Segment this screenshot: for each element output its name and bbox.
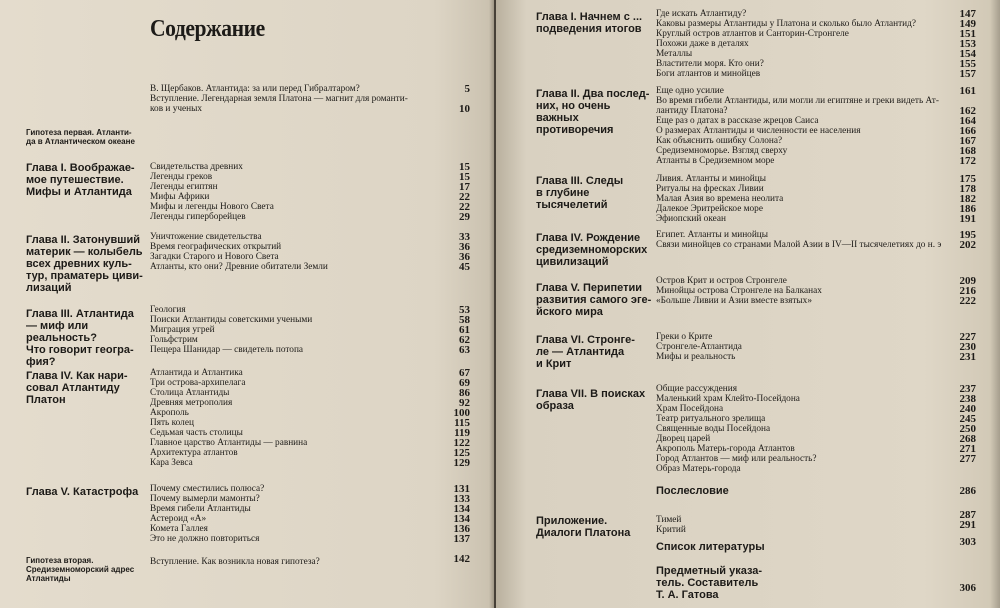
toc-entry: Священные воды Посейдона xyxy=(656,424,771,434)
page-number: 240 xyxy=(959,403,976,415)
left-page xyxy=(0,0,494,608)
page-number: 151 xyxy=(959,28,976,40)
page-number: 182 xyxy=(959,193,976,205)
page-number: 61 xyxy=(459,324,470,336)
toc-entry: Египет. Атланты и минойцы xyxy=(656,230,769,240)
toc-entry: О размерах Атлантиды и численности ее населения xyxy=(656,126,861,136)
page-number: 67 xyxy=(459,367,470,379)
page-title: Содержание xyxy=(150,16,265,42)
toc-entry: Почему сместились полюса? xyxy=(150,484,265,494)
chapter-entries xyxy=(150,232,328,272)
intro-entries xyxy=(150,84,450,114)
page-number: 167 xyxy=(959,135,976,147)
page-number: 15 xyxy=(459,161,470,173)
chapter-title: Глава II. Два послед- них, но очень важных противоречия xyxy=(536,88,650,136)
page-number: 92 xyxy=(459,397,470,409)
toc-entry: Архитектура атлантов xyxy=(150,448,238,458)
page-number: 238 xyxy=(959,393,976,405)
page-number: 131 xyxy=(453,483,470,495)
chapter-entries xyxy=(150,368,307,468)
hypothesis-heading: Гипотеза первая. Атланти- да в Атлантическом океане xyxy=(26,128,135,146)
page-number: 115 xyxy=(454,417,470,429)
toc-entry: Театр ритуального зрелища xyxy=(656,414,766,424)
toc-entry: Атлантида и Атлантика xyxy=(150,368,243,378)
page-number: 36 xyxy=(459,241,470,253)
toc-entry: Тимей xyxy=(656,515,682,525)
chapter-title: Глава IV. Как нари- совал Атлантиду Платон xyxy=(26,370,128,406)
page-number: 277 xyxy=(959,453,976,465)
hypothesis-entry: Вступление. Как возникла новая гипотеза? xyxy=(150,557,320,567)
page-number: 62 xyxy=(459,334,470,346)
chapter-title: Глава V. Катастрофа xyxy=(26,486,139,498)
chapter-title: Глава III. Следы в глубине тысячелетий xyxy=(536,175,624,211)
chapter-title: Глава VI. Стронге- ле — Атлантида и Крит xyxy=(536,334,635,370)
chapter-title: Глава V. Перипетии развития самого эге- йского мира xyxy=(536,282,652,318)
chapter-title: Глава I. Воображае- мое путешествие. Мифы и Атлантида xyxy=(26,162,135,198)
toc-entry: Астероид «А» xyxy=(150,514,207,524)
intro-entry: ков и ученых xyxy=(150,104,203,114)
toc-entry: Стронгеле-Атлантида xyxy=(656,342,742,352)
page-number: 147 xyxy=(959,8,976,20)
page-number: 202 xyxy=(959,239,976,251)
page-number: 29 xyxy=(459,211,470,223)
toc-entry: Металлы xyxy=(656,49,693,59)
page-number: 268 xyxy=(959,433,976,445)
bibliography-heading: Список литературы xyxy=(656,541,765,553)
toc-entry: Акрополь xyxy=(150,408,189,418)
page-number: 136 xyxy=(453,523,470,535)
page-number: 245 xyxy=(959,413,976,425)
page-number: 222 xyxy=(959,295,976,307)
chapter-entries xyxy=(656,230,941,250)
page-number: 287 xyxy=(959,509,976,521)
intro-pages xyxy=(420,84,470,114)
page-number: 216 xyxy=(959,285,976,297)
toc-entry: Маленький храм Клейто-Посейдона xyxy=(656,394,800,404)
toc-entry: Три острова-архипелага xyxy=(150,378,246,388)
toc-entry: Кара Зевса xyxy=(150,458,193,468)
toc-entry: Где искать Атлантиду? xyxy=(656,9,747,19)
chapter-entries xyxy=(150,162,274,222)
toc-entry: Время географических открытий xyxy=(150,242,282,252)
page-number: 33 xyxy=(459,231,470,243)
toc-entry: Остров Крит и остров Стронгеле xyxy=(656,276,787,286)
page-number: 271 xyxy=(959,443,976,455)
page-number: 191 xyxy=(959,213,976,225)
page-number: 10 xyxy=(459,103,470,115)
toc-entry: Столица Атлантиды xyxy=(150,388,230,398)
hypothesis-heading: Гипотеза вторая. Средиземноморский адрес Атлантиды xyxy=(26,556,135,583)
page-number: 142 xyxy=(453,553,470,565)
page-number: 86 xyxy=(459,387,470,399)
toc-entry: «Больше Ливии и Азии вместе взятых» xyxy=(656,296,812,306)
toc-entry: Ритуалы на фресках Ливии xyxy=(656,184,764,194)
toc-entry: Акрополь Матерь-города Атлантов xyxy=(656,444,795,454)
page-number: 186 xyxy=(959,203,976,215)
toc-entry: Боги атлантов и минойцев xyxy=(656,69,761,79)
page-number: 36 xyxy=(459,251,470,263)
page-number: 149 xyxy=(959,18,976,30)
page-number: 125 xyxy=(453,447,470,459)
page-number: 162 xyxy=(959,105,976,117)
chapter-title: Глава III. Атлантида — миф или реальность? Что говорит геогра- фия? xyxy=(26,308,134,368)
chapter-pages xyxy=(420,162,470,222)
page-number: 53 xyxy=(459,304,470,316)
page-number: 230 xyxy=(959,341,976,353)
toc-entry: Свидетельства древних xyxy=(150,162,243,172)
toc-entry: Каковы размеры Атлантиды у Платона и сколько было Атлантид? xyxy=(656,19,916,29)
page-number: 227 xyxy=(959,331,976,343)
page-number: 153 xyxy=(959,38,976,50)
index-heading: Предметный указа- тель. Составитель Т. А. Гатова xyxy=(656,565,763,601)
page-number: 22 xyxy=(459,201,470,213)
page-number: 155 xyxy=(959,58,976,70)
chapter-title: Глава II. Затонувший материк — колыбель всех древних куль- тур, праматерь циви- лизаций xyxy=(26,234,143,294)
toc-entry: Греки о Крите xyxy=(656,332,713,342)
toc-entry: Ливия. Атланты и минойцы xyxy=(656,174,767,184)
page-number: 17 xyxy=(459,181,470,193)
page-number: 69 xyxy=(459,377,470,389)
chapter-title: Глава IV. Рождение средиземноморских цивилизаций xyxy=(536,232,648,268)
chapter-entries xyxy=(656,276,822,306)
page-number: 237 xyxy=(959,383,976,395)
page-number: 195 xyxy=(959,229,976,241)
toc-entry: лантиду Платона? xyxy=(656,106,728,116)
chapter-entries xyxy=(656,9,916,79)
toc-entry: Атланты в Средиземном море xyxy=(656,156,775,166)
page-number: 291 xyxy=(959,519,976,531)
page-number: 63 xyxy=(459,344,470,356)
toc-entry: Мифы и легенды Нового Света xyxy=(150,202,274,212)
chapter-pages xyxy=(420,232,470,272)
appendix-entries xyxy=(656,515,686,535)
page-number: 164 xyxy=(959,115,976,127)
page-number: 303 xyxy=(959,536,976,548)
page-number: 172 xyxy=(959,155,976,167)
toc-entry: Похожи даже в деталях xyxy=(656,39,749,49)
page-number: 129 xyxy=(453,457,470,469)
toc-entry: Во время гибели Атлантиды, или могли ли египтяне и греки видеть Ат- xyxy=(656,96,939,106)
toc-entry: Это не должно повториться xyxy=(150,534,260,544)
chapter-title: Глава VII. В поисках образа xyxy=(536,388,646,412)
toc-entry: Загадки Старого и Нового Света xyxy=(150,252,279,262)
appendix-title: Приложение. Диалоги Платона xyxy=(536,515,631,539)
toc-entry: Пять колец xyxy=(150,418,194,428)
afterword-heading: Послесловие xyxy=(656,485,729,497)
toc-entry: Храм Посейдона xyxy=(656,404,724,414)
page-number: 133 xyxy=(453,493,470,505)
page-number: 250 xyxy=(959,423,976,435)
page-number: 45 xyxy=(459,261,470,273)
toc-entry: Геология xyxy=(150,305,186,315)
toc-entry: Как объяснить ошибку Солона? xyxy=(656,136,783,146)
page-number: 168 xyxy=(959,145,976,157)
page-number: 161 xyxy=(959,85,976,97)
toc-entry: Уничтожение свидетельства xyxy=(150,232,262,242)
toc-entry: Еще раз о датах в рассказе жрецов Саиса xyxy=(656,116,819,126)
toc-entry: Древняя метрополия xyxy=(150,398,233,408)
toc-entry: Связи минойцев со странами Малой Азии в IV—II тысячелетиях до н. э xyxy=(656,240,942,250)
chapter-pages xyxy=(926,86,976,166)
page-edge-shadow xyxy=(990,0,1000,608)
page-number: 122 xyxy=(453,437,470,449)
page-number: 15 xyxy=(459,171,470,183)
page-number: 157 xyxy=(959,68,976,80)
toc-entry: Легенды египтян xyxy=(150,182,218,192)
chapter-pages xyxy=(926,9,976,79)
intro-entry: В. Щербаков. Атлантида: за или перед Гибралтаром? xyxy=(150,84,360,94)
chapter-entries xyxy=(150,484,264,544)
toc-entry: Далекое Эритрейское море xyxy=(656,204,763,214)
page-number: 58 xyxy=(459,314,470,326)
page-number: 5 xyxy=(464,83,470,95)
toc-entry: Легенды греков xyxy=(150,172,213,182)
toc-entry: Время гибели Атлантиды xyxy=(150,504,251,514)
toc-entry: Средиземноморье. Взгляд сверху xyxy=(656,146,788,156)
page-number: 306 xyxy=(959,582,976,594)
toc-entry: Властители моря. Кто они? xyxy=(656,59,764,69)
chapter-pages xyxy=(420,305,470,355)
toc-entry: Миграция угрей xyxy=(150,325,215,335)
page-number: 134 xyxy=(453,503,470,515)
page-number: 231 xyxy=(959,351,976,363)
page-number: 178 xyxy=(959,183,976,195)
toc-entry: Пещера Шанидар — свидетель потопа xyxy=(150,345,304,355)
chapter-entries xyxy=(656,174,783,224)
page-number: 166 xyxy=(959,125,976,137)
toc-entry: Мифы Африки xyxy=(150,192,210,202)
toc-entry: Седьмая часть столицы xyxy=(150,428,243,438)
appendix-pages xyxy=(926,510,976,530)
page-number xyxy=(926,464,976,474)
toc-entry: Атланты, кто они? Древние обитатели Земли xyxy=(150,262,328,272)
toc-entry: Легенды гиперборейцев xyxy=(150,212,246,222)
toc-entry: Главное царство Атлантиды — равнина xyxy=(150,438,308,448)
chapter-entries xyxy=(656,86,939,166)
toc-entry: Дворец царей xyxy=(656,434,711,444)
chapter-entries xyxy=(150,305,312,355)
page-number: 286 xyxy=(959,485,976,497)
chapter-pages xyxy=(926,276,976,306)
toc-entry: Критий xyxy=(656,525,686,535)
page-number: 100 xyxy=(453,407,470,419)
chapter-entries xyxy=(656,384,817,474)
toc-entry: Мифы и реальность xyxy=(656,352,736,362)
page-number: 154 xyxy=(959,48,976,60)
chapter-pages xyxy=(926,174,976,224)
chapter-entries xyxy=(656,332,742,362)
toc-entry: Комета Галлея xyxy=(150,524,208,534)
intro-entry: Вступление. Легендарная земля Платона — магнит для романти- xyxy=(150,94,408,104)
toc-entry: Еще одно усилие xyxy=(656,86,724,96)
page-number: 119 xyxy=(454,427,470,439)
chapter-pages xyxy=(926,384,976,474)
chapter-title: Глава I. Начнем с ... подведения итогов xyxy=(536,11,643,35)
chapter-pages xyxy=(420,484,470,544)
toc-entry: Общие рассуждения xyxy=(656,384,737,394)
toc-entry: Минойцы острова Стронгеле на Балканах xyxy=(656,286,822,296)
page-number: 22 xyxy=(459,191,470,203)
page-number: 134 xyxy=(453,513,470,525)
chapter-pages xyxy=(926,230,976,250)
toc-entry: Гольфстрим xyxy=(150,335,198,345)
right-page xyxy=(496,0,1000,608)
toc-entry: Круглый остров атлантов и Санторин-Стронгеле xyxy=(656,29,849,39)
toc-entry: Малая Азия во времена неолита xyxy=(656,194,784,204)
page-number: 137 xyxy=(453,533,470,545)
toc-entry: Почему вымерли мамонты? xyxy=(150,494,260,504)
toc-entry: Город Атлантов — миф или реальность? xyxy=(656,454,817,464)
chapter-pages xyxy=(926,332,976,362)
toc-entry: Образ Матерь-города xyxy=(656,464,741,474)
page-number: 175 xyxy=(959,173,976,185)
page-number: 209 xyxy=(959,275,976,287)
chapter-pages xyxy=(420,368,470,468)
toc-entry: Поиски Атлантиды советскими учеными xyxy=(150,315,313,325)
toc-entry: Эфиопский океан xyxy=(656,214,726,224)
